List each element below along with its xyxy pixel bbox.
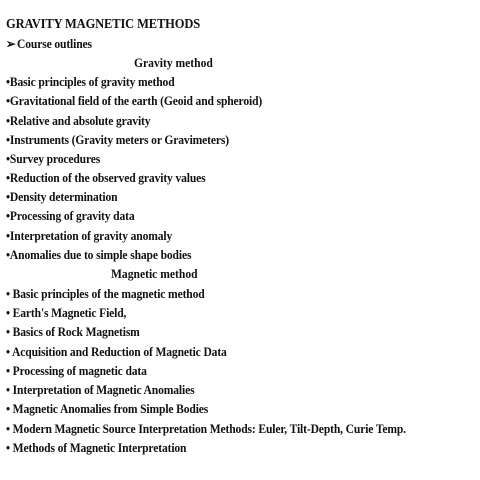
arrow-bullet-icon: ➢ [6,37,16,51]
magnetic-item: • Basic principles of the magnetic method [6,287,205,301]
gravity-item: •Anomalies due to simple shape bodies [6,248,192,262]
magnetic-item: • Methods of Magnetic Interpretation [6,441,187,455]
gravity-item: •Reduction of the observed gravity values [6,171,206,185]
magnetic-item: • Processing of magnetic data [6,364,147,378]
gravity-item: •Interpretation of gravity anomaly [6,229,173,243]
gravity-item: •Gravitational field of the earth (Geoid and spheroid) [6,94,263,108]
gravity-item: •Processing of gravity data [6,209,135,223]
magnetic-item: • Interpretation of Magnetic Anomalies [6,383,195,397]
gravity-item: •Density determination [6,190,118,204]
gravity-item: •Instruments (Gravity meters or Gravimeters) [6,133,229,147]
magnetic-item: • Basics of Rock Magnetism [6,325,140,339]
gravity-item: •Survey procedures [6,152,101,166]
magnetic-item: • Modern Magnetic Source Interpretation Methods: Euler, Tilt-Depth, Curie Temp. [6,422,406,436]
magnetic-item: • Magnetic Anomalies from Simple Bodies [6,402,209,416]
gravity-item: •Relative and absolute gravity [6,114,151,128]
gravity-item: •Basic principles of gravity method [6,75,175,89]
document-title: GRAVITY MAGNETIC METHODS [6,16,201,31]
magnetic-item: • Earth's Magnetic Field, [6,306,127,320]
magnetic-item: • Acquisition and Reduction of Magnetic Data [6,345,227,359]
course-outlines-label: Course outlines [17,37,92,51]
course-outlines-line [6,36,92,52]
gravity-method-heading: Gravity method [134,56,213,70]
magnetic-method-heading: Magnetic method [111,267,198,281]
